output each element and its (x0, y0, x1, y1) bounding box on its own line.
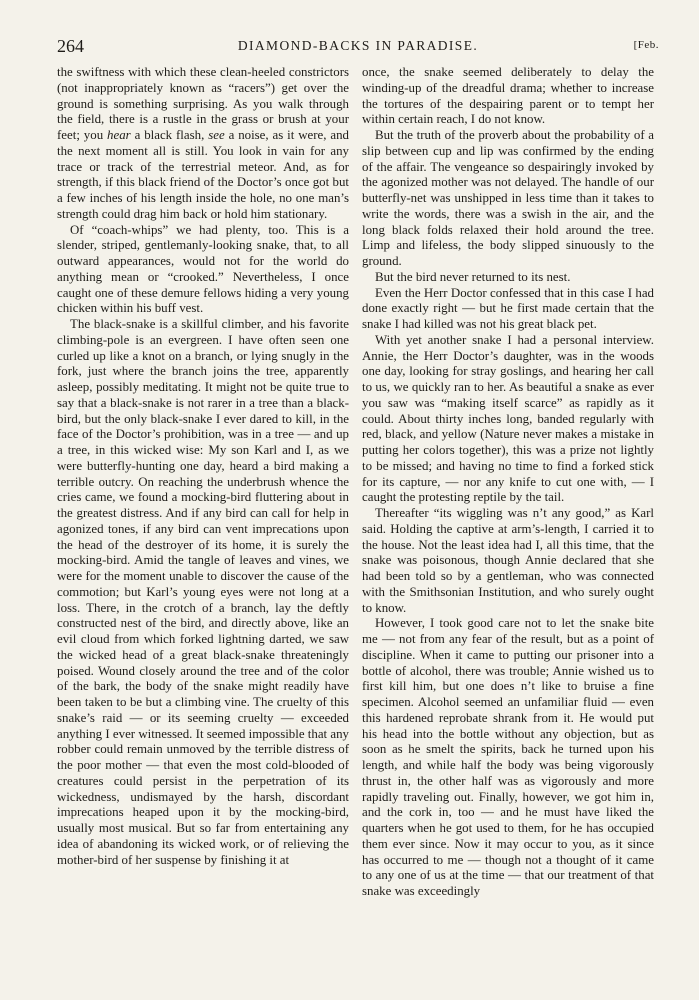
emphasis: hear (107, 128, 131, 142)
paragraph: once, the snake seemed deliberately to delay the winding-up of the dreadful drama; whether to increase the tortures of the despairing parent or to tempt her within certain reach, I do not know. (362, 65, 654, 127)
paragraph: However, I took good care not to let the snake bite me — not from any fear of the result, but as a point of discipline. When it came to putting our prisoner into a bottle of alcohol, there was trouble; Annie wished us to first kill him, but one does n’t like to bruise a fine specimen. Alcohol seemed an unfamiliar fluid — even this hardened reprobate shrank from it. He would put his head into the bottle without any objection, but as soon as he smelt the spirits, back he turned upon his length, and while half the body was being vigorously thrust in, the other half was as vigorously and more rapidly traveling out. Finally, however, we got him in, and the cork in, too — and he must have liked the quarters when he got used to them, for he has occupied them ever since. Now it may occur to you, as it since has occurred to me — though not a thought of it came to any one of us at the time — that our treatment of that snake was exceedingly (362, 616, 654, 898)
paragraph: Even the Herr Doctor confessed that in this case I had done exactly right — but he first made certain that the snake I had killed was not his great black pet. (362, 285, 654, 331)
paragraph: the swiftness with which these clean-heeled constrictors (not inappropriately known as “racers”) get over the ground is something surprising. As you walk through the field, there is a rustle in the grass or brush at your feet; you hear a black flash, see a noise, as it were, and the next moment all is still. You look in vain for any trace or track of the terrestrial meteor. And, as for strength, if this black friend of the Doctor’s once got but a few inches of his length inside the hole, no one man’s strength could drag him back or hold him stationary. (57, 65, 349, 221)
paragraph: But the truth of the proverb about the probability of a slip between cup and lip was confirmed by the ending of the affair. The vengeance so despairingly invoked by the agonized mother was not delayed. The handle of our butterfly-net was unshipped in less time than it takes to write the words, there was a swish in the air, and the long black folds relaxed their hold around the tree. Limp and lifeless, the body slipped sinuously to the ground. (362, 128, 654, 268)
emphasis: see (208, 128, 225, 142)
paragraph: The black-snake is a skillful climber, and his favorite climbing-pole is an evergreen. I have often seen one curled up like a knot on a branch, or lying snugly in the fork, just where the branch joins the tree, apparently asleep, possibly meditating. It might not be quite true to say that a black-snake is not rarer in a tree than a black-bird, but the only black-snake I ever dared to kill, in the face of the Doctor’s prohibition, was in a tree — and up a tree, in this wicked wise: My son Karl and I, as we were butterfly-hunting one day, heard a bird making a terrible outcry. On reaching the underbrush whence the cries came, we found a mocking-bird fluttering about in the greatest distress. And if any bird can call for help in agonized tones, if any bird can vent imprecations upon the head of the destroyer of its home, it is surely the mocking-bird. Amid the tangle of leaves and vines, we were for the moment unable to discover the cause of the commotion; but Karl’s young eyes were not long at a loss. There, in the crotch of a branch, lay the deftly constructed nest of the bird, and directly above, like an evil cloud from which forked lightning darted, we saw the wicked head of a great black-snake threateningly poised. Wound closely around the tree and of the color of the bark, the body of the snake might readily have been taken to be but a climbing vine. The cruelty of this snake’s raid — or its seeming cruelty — exceeded anything I ever witnessed. It seemed impossible that any robber could remain unmoved by the terrible distress of the poor mother — that even the most cold-blooded of creatures could persist in the perpetration of its wickedness, undismayed by the harsh, discordant imprecations heaped upon it by the mocking-bird, usually most musical. But so far from entertaining any idea of abandoning its wicked work, or of relieving the mother-bird of her suspense by finishing it at (57, 317, 349, 867)
left-column (57, 65, 349, 868)
page-number: 264 (57, 36, 84, 56)
paragraph: But the bird never returned to its nest. (375, 269, 571, 284)
paragraph: With yet another snake I had a personal interview. Annie, the Herr Doctor’s daughter, was in the woods one day, looking for stray goslings, and hearing her call to us, we quickly ran to her. As beautiful a snake as ever you saw was “making itself scarce” as rapidly as it could. About thirty inches long, banded regularly with red, black, and yellow (Nature never makes a mistake in putting her colors together), this was a prize not lightly to be missed; and having no time to find a forked stick for its capture, — nor any knife to cut one with, — I caught the protesting reptile by the tail. (362, 332, 654, 505)
paragraph: Of “coach-whips” we had plenty, too. This is a slender, striped, gentlemanly-looking snake, that, to all outward appearances, would not for the world do anything mean or “crooked.” Nevertheless, I once caught one of these demure fellows hiding a very young chicken within his buff vest. (57, 222, 349, 316)
running-header (57, 36, 659, 58)
month-abbreviation: [Feb. (633, 39, 659, 51)
right-column (362, 65, 654, 900)
running-title: DIAMOND-BACKS IN PARADISE. (237, 38, 479, 53)
paragraph: Thereafter “its wiggling was n’t any good,” as Karl said. Holding the captive at arm’s-length, I carried it to the house. Not the least idea had I, all this time, that the snake was poisonous, though Annie declared that she had been told so by a gentleman, who was connected with the Smithsonian Institution, and who surely ought to know. (362, 506, 654, 615)
